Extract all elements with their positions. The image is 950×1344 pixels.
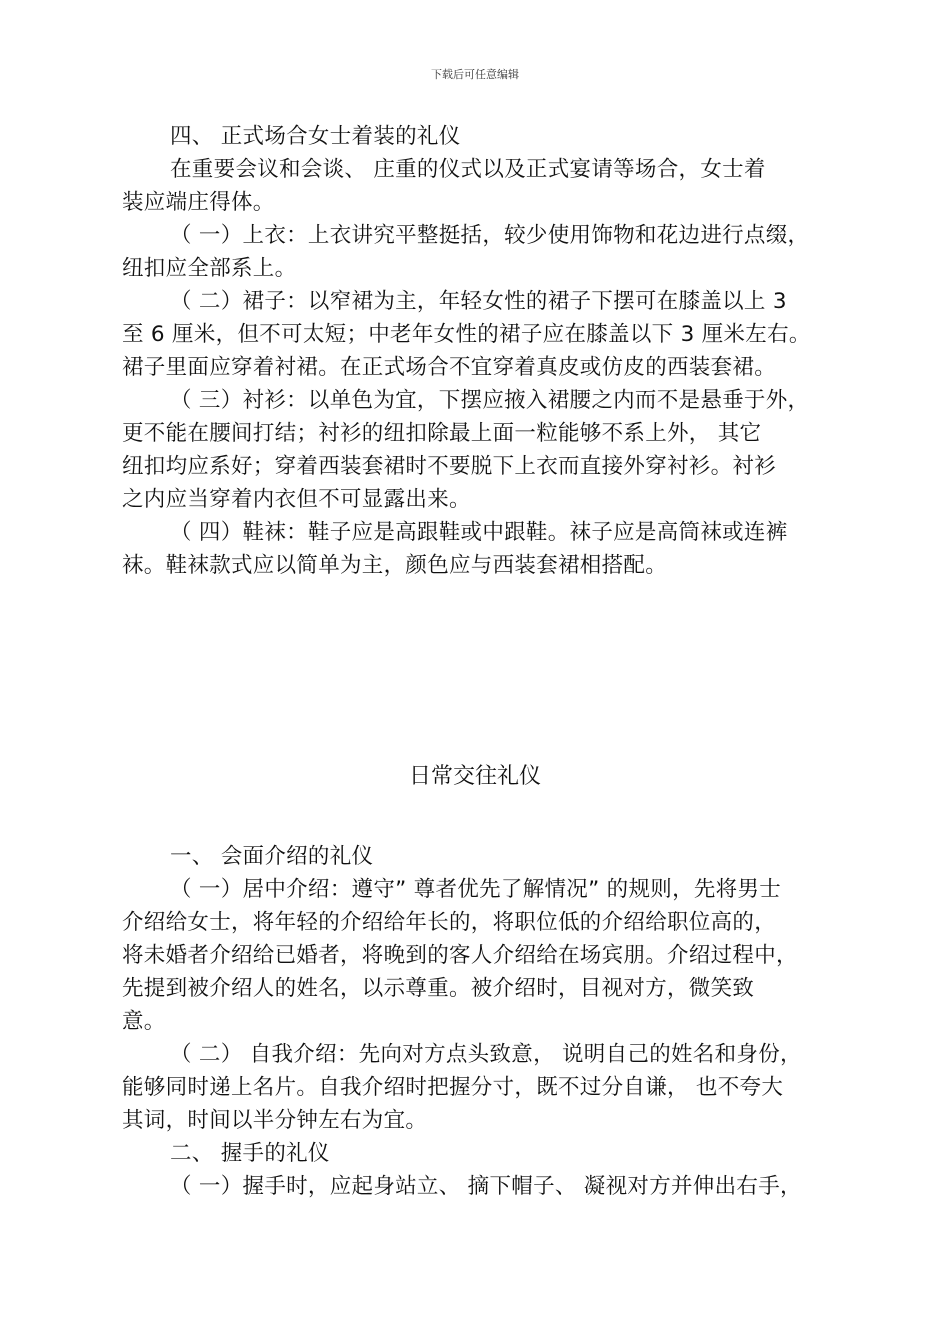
paragraph-line: 之内应当穿着内衣但不可显露出来。 [122, 487, 471, 512]
paragraph-line: （ 二） 自我介绍：先向对方点头致意， 说明自己的姓名和身份， [170, 1042, 802, 1067]
paragraph-line: 纽扣应全部系上。 [122, 256, 297, 281]
heading-handshake: 二、 握手的礼仪 [170, 1141, 330, 1166]
paragraph-line: 在重要会议和会谈、 庄重的仪式以及正式宴请等场合，女士着 [170, 157, 766, 182]
paragraph-line: 先提到被介绍人的姓名，以示尊重。被介绍时，目视对方，微笑致 [122, 976, 755, 1001]
page-header: 下载后可任意编辑 [431, 68, 519, 81]
paragraph-line: 装应端庄得体。 [122, 190, 275, 215]
paragraph-line: （ 二）裙子：以窄裙为主，年轻女性的裙子下摆可在膝盖以上 3 [170, 289, 787, 314]
paragraph-line: 将未婚者介绍给已婚者，将晚到的客人介绍给在场宾朋。介绍过程中， [122, 943, 798, 968]
paragraph-line: 袜。鞋袜款式应以简单为主，颜色应与西装套裙相搭配。 [122, 553, 668, 578]
section-title: 日常交往礼仪 [408, 764, 541, 789]
paragraph-line: （ 三）衬衫：以单色为宜，下摆应掖入裙腰之内而不是悬垂于外， [170, 388, 810, 413]
paragraph-line: 至 6 厘米，但不可太短；中老年女性的裙子应在膝盖以下 3 厘米左右。 [122, 322, 811, 347]
section-women-attire [122, 120, 834, 582]
paragraph-line: （ 一）上衣：上衣讲究平整挺括，较少使用饰物和花边进行点缀， [170, 223, 810, 248]
paragraph-line: 裙子里面应穿着衬裙。在正式场合不宜穿着真皮或仿皮的西装套裙。 [122, 355, 777, 380]
heading-introduction: 一、 会面介绍的礼仪 [170, 844, 374, 869]
section-daily-etiquette [122, 840, 834, 1203]
paragraph-line: （ 一）居中介绍：遵守” 尊者优先了解情况” 的规则，先将男士 [170, 877, 782, 902]
paragraph-line: 意。 [122, 1009, 166, 1034]
paragraph-line: 更不能在腰间打结；衬衫的纽扣除最上面一粒能够不系上外， 其它 [122, 421, 762, 446]
paragraph-line: 纽扣均应系好；穿着西装套裙时不要脱下上衣而直接外穿衬衫。衬衫 [122, 454, 777, 479]
paragraph-line: 其词，时间以半分钟左右为宜。 [122, 1108, 428, 1133]
paragraph-line: 介绍给女士，将年轻的介绍给年长的，将职位低的介绍给职位高的， [122, 910, 777, 935]
paragraph-line: （ 四）鞋袜：鞋子应是高跟鞋或中跟鞋。袜子应是高筒袜或连裤 [170, 520, 788, 545]
heading-women-attire: 四、 正式场合女士着装的礼仪 [170, 124, 461, 149]
paragraph-line: 能够同时递上名片。自我介绍时把握分寸，既不过分自谦， 也不夸大 [122, 1075, 784, 1100]
paragraph-line: （ 一）握手时，应起身站立、 摘下帽子、 凝视对方并伸出右手， [170, 1174, 802, 1199]
